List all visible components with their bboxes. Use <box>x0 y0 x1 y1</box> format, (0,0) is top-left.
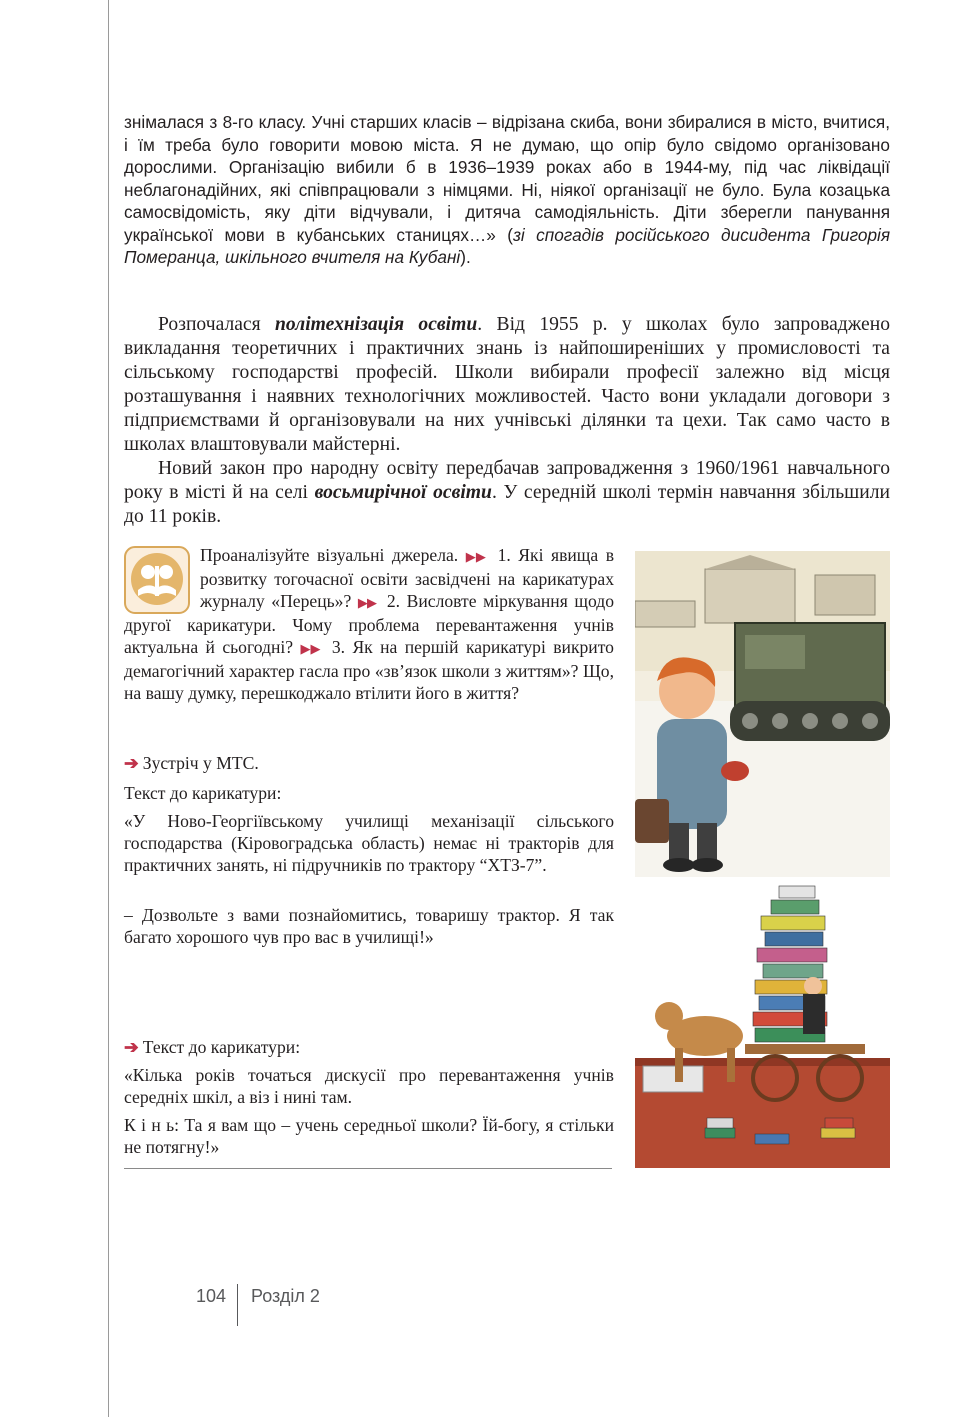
analysis-icon <box>124 546 190 614</box>
caption1-dialog: – Дозвольте з вами познайомитись, товаришу трактор. Я так багато хорошого чув про вас в училищі!» <box>124 905 614 947</box>
paragraph2-rest: . У середній школі термін навчання збільшили до 11 років. <box>124 482 890 527</box>
page-number: 104 <box>196 1286 227 1306</box>
double-arrow-icon: ▶▶ <box>357 595 377 610</box>
paragraph-polytechnization <box>124 313 890 457</box>
caption1-title-text: Зустріч у МТС. <box>142 753 259 773</box>
caption2-dialog-line <box>124 1114 614 1158</box>
paragraph1-rest: . Від 1955 р. у школах було запроваджено викладання теоретичних і практичних знань із найпоширеніших у промисловості та сільському господарстві професій. Школи вибирали професії залежно від місця розташування і наявних технологічних можливостей. Часто вони укладали договори з підприємствами й організовували на них учнівські ділянки та цехи. Так само часто в школах влаштовували майстерні. <box>124 314 890 455</box>
cartoon-books-cart-image <box>635 878 890 1168</box>
caption2-label: Текст до карикатури: <box>142 1037 301 1057</box>
task-question-3: 3. Як на першій карикатурі викрито демагогічний характер гасла про «зв’язок школи з життям»? Що, на вашу думку, перешкоджало втілити його в життя? <box>124 637 614 703</box>
section-label: Розділ 2 <box>251 1286 320 1306</box>
task-question-2: 2. Висловте міркування щодо другої карикатури. Чому проблема перевантаження учнів актуальна й сьогодні? <box>124 591 614 657</box>
caption1-title <box>124 752 614 774</box>
quote-close: ). <box>460 247 471 267</box>
paragraph2-lead: Новий закон про народну освіту передбачав запровадження з 1960/1961 навчального року в місті й на селі <box>124 458 890 503</box>
caption2-text: «Кілька років точаться дискусії про перевантаження учнів середніх шкіл, а віз і нині там. <box>124 1065 614 1107</box>
caption1-text: «У Ново-Георгіївському училищі механізації сільського господарства (Кіровоградська область) немає ні тракторів для практичних занять, ні підручників по трактору “ХТЗ-7”. <box>124 811 614 875</box>
caption2-label-line <box>124 1036 614 1058</box>
term-polytechnization: політехнізація освіти <box>274 314 478 335</box>
double-arrow-icon: ▶▶ <box>300 641 321 656</box>
double-arrow-icon: ▶▶ <box>465 549 487 564</box>
arrow-right-icon: ➔ <box>124 753 139 773</box>
margin-line <box>108 0 109 1417</box>
paragraph1-lead: Розпочалася <box>158 314 275 335</box>
task-intro: Проаналізуйте візуальні джерела. <box>200 545 459 565</box>
quote-text: знімалася з 8-го класу. Учні старших класів – відрізана скиба, вони збиралися в місто, вчитися, і їм треба було говорити мовою міста. Я не думаю, що опір було свідомо організовано дорослими. Організацію вибили б в 1936–1939 роках або в 1944-му, під час ліквідації неблагонадійних, які співпрацювали з німцями. Ні, ніякої організації не було. Була козацька самосвідомість, яку діти відчували, і дитяча самодіяльність. Діти зберегли панування української мови в кубанських станицях…» ( <box>124 112 890 245</box>
quote-source: зі спогадів російського дисидента Григорія Померанца, шкільного вчителя на Кубані <box>124 224 891 267</box>
task-question-1: 1. Які явища в розвитку тогочасної освіти засвідчені на карикатурах журналу «Перець»? <box>200 545 615 611</box>
cartoon-tractor-image <box>635 551 890 877</box>
caption2-dialog: Та я вам що – учень середньої школи? Їй-богу, я стільки не потягну!» <box>124 1115 614 1157</box>
term-eight-year-education: восьмирічної освіти <box>314 482 492 503</box>
footer-divider <box>237 1284 238 1326</box>
paragraph-eight-year-education <box>124 457 890 529</box>
caption-separator <box>124 1168 612 1169</box>
quote-block <box>124 111 890 269</box>
caption1-label: Текст до карикатури: <box>124 783 282 803</box>
caption2-speaker: К і н ь: <box>124 1115 180 1135</box>
arrow-right-icon: ➔ <box>124 1037 139 1057</box>
task-block <box>124 544 614 704</box>
